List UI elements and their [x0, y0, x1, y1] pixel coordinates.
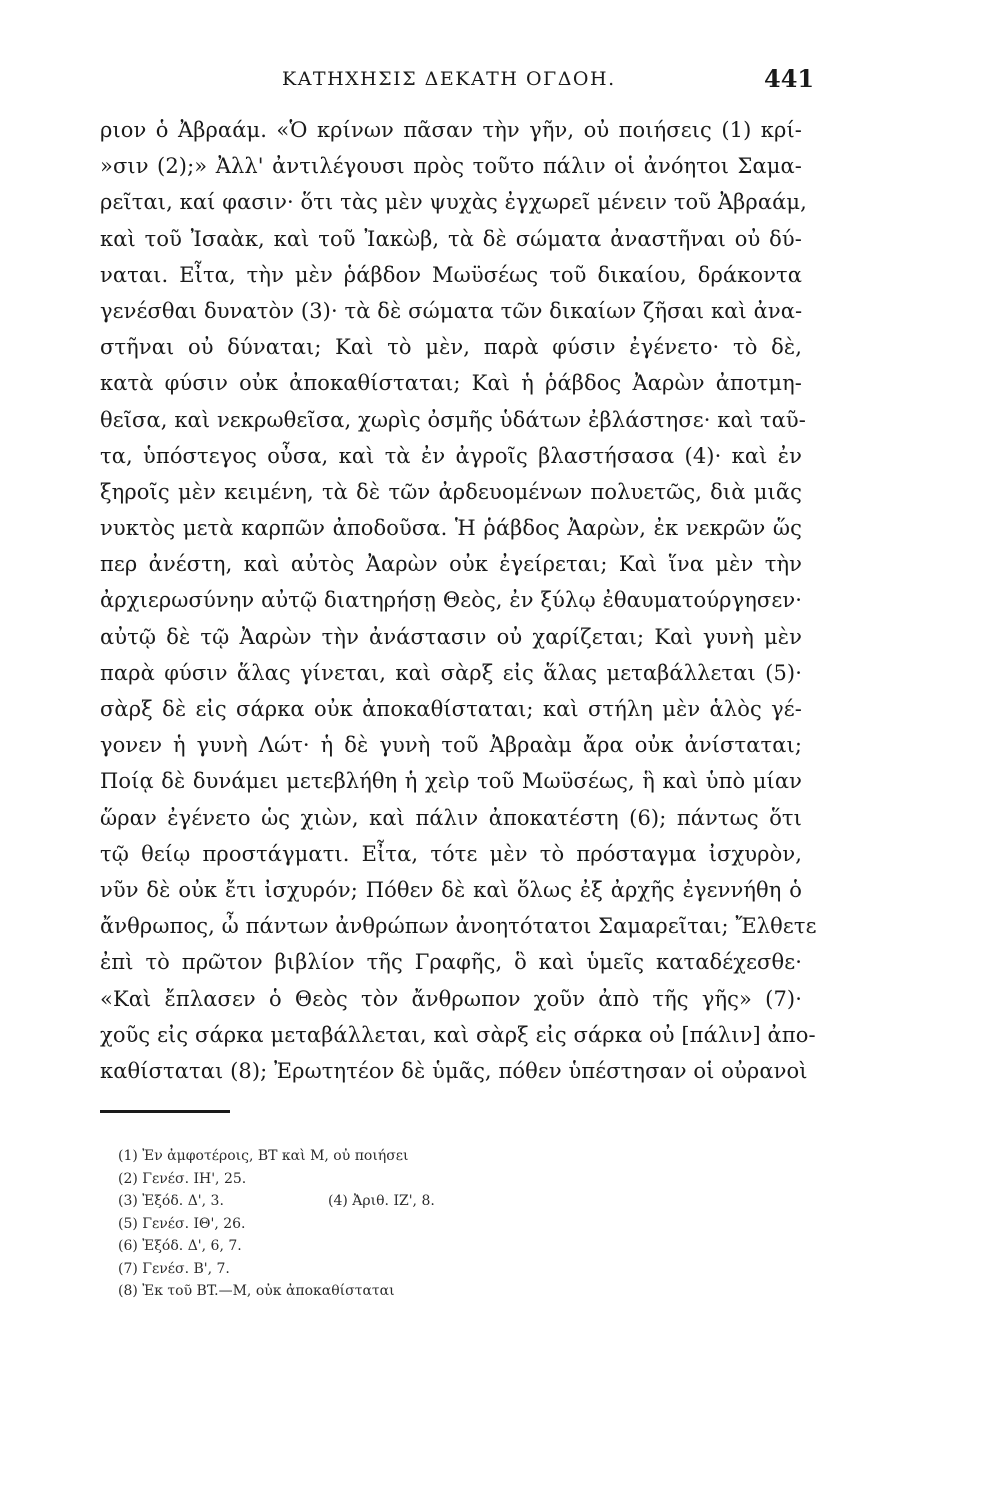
footnote-8: (8) Ἐκ τοῦ BT.—M, οὐκ ἀποκαθίσταται	[118, 1283, 395, 1299]
text-line: σὰρξ δὲ εἰς σάρκα οὐκ ἀποκαθίσταται; καὶ στήλη μὲν ἁλὸς γέ-	[100, 697, 802, 721]
text-line: ὥραν ἐγένετο ὡς χιὼν, καὶ πάλιν ἀποκατέστη (6); πάντως ὅτι	[100, 805, 802, 830]
text-line: ρεῖται, καί φασιν· ὅτι τὰς μὲν ψυχὰς ἐγχωρεῖ μένειν τοῦ Ἀβραάμ,	[100, 190, 807, 215]
footnotes	[118, 1145, 618, 1303]
text-line: τῷ θείῳ προστάγματι. Εἶτα, τότε μὲν τὸ πρόσταγμα ἰσχυρὸν,	[100, 841, 802, 866]
text-line: αὐτῷ δὲ τῷ Ἀαρὼν τὴν ἀνάστασιν οὐ χαρίζεται; Καὶ γυνὴ μὲν	[100, 624, 802, 649]
footnote-1: (1) Ἐν ἀμφοτέροις, BT καὶ M, οὐ ποιήσει	[118, 1148, 409, 1164]
text-line: ἐπὶ τὸ πρῶτον βιβλίον τῆς Γραφῆς, ὃ καὶ ὑμεῖς καταδέχεσθε·	[100, 950, 802, 975]
footnote-rule	[100, 1110, 230, 1113]
text-line: ἄνθρωπος, ὦ πάντων ἀνθρώπων ἀνοητότατοι Σαμαρεῖται; Ἔλθετε	[100, 914, 817, 939]
text-line: νῦν δὲ οὐκ ἔτι ἰσχυρόν; Πόθεν δὲ καὶ ὅλως ἐξ ἀρχῆς ἐγεννήθη ὁ	[100, 877, 802, 902]
text-line: στῆναι οὐ δύναται; Καὶ τὸ μὲν, παρὰ φύσιν ἐγένετο· τὸ δὲ,	[100, 335, 802, 360]
footnote-row-3-4	[118, 1190, 618, 1213]
text-line: ναται. Εἶτα, τὴν μὲν ῥάβδον Μωϋσέως τοῦ δικαίου, δράκοντα	[100, 262, 802, 287]
footnote-7: (7) Γενέσ. Β', 7.	[118, 1260, 230, 1277]
page-title: ΚΑΤΗΧΗΣΙΣ ΔΕΚΑΤΗ ΟΓΔΟΗ.	[282, 68, 616, 90]
text-line: νυκτὸς μετὰ καρπῶν ἀποδοῦσα. Ἡ ῥάβδος Ἀαρὼν, ἐκ νεκρῶν ὥς	[100, 516, 802, 541]
text-line: γονεν ἡ γυνὴ Λώτ· ἡ δὲ γυνὴ τοῦ Ἀβραὰμ ἄρα οὐκ ἀνίσταται;	[100, 733, 802, 758]
text-line: «Καὶ ἔπλασεν ὁ Θεὸς τὸν ἄνθρωπον χοῦν ἀπὸ τῆς γῆς» (7)·	[100, 986, 802, 1011]
body-text	[100, 112, 817, 1089]
text-line: ἀρχιερωσύνην αὐτῷ διατηρήσῃ Θεὸς, ἐν ξύλῳ ἐθαυματούργησεν·	[100, 588, 802, 613]
footnote-3: (3) Ἐξόδ. Δ', 3.	[118, 1193, 224, 1209]
text-line: καθίσταται (8); Ἐρωτητέον δὲ ὑμᾶς, πόθεν ὑπέστησαν οἱ οὐρανοὶ	[100, 1058, 808, 1083]
text-line: περ ἀνέστη, καὶ αὐτὸς Ἀαρὼν οὐκ ἐγείρεται; Καὶ ἵνα μὲν τὴν	[100, 552, 802, 577]
text-line: θεῖσα, καὶ νεκρωθεῖσα, χωρὶς ὀσμῆς ὑδάτων ἐβλάστησε· καὶ ταῦ-	[100, 407, 806, 432]
footnote-2: (2) Γενέσ. ΙΗ', 25.	[118, 1170, 247, 1187]
footnote-4: (4) Ἀριθ. ΙΖ', 8.	[328, 1193, 435, 1209]
text-line: τα, ὑπόστεγος οὖσα, καὶ τὰ ἐν ἀγροῖς βλαστήσασα (4)· καὶ ἐν	[100, 443, 802, 468]
footnote-5: (5) Γενέσ. ΙΘ', 26.	[118, 1215, 246, 1232]
footnote-6: (6) Ἐξόδ. Δ', 6, 7.	[118, 1238, 242, 1254]
text-line: ριον ὁ Ἀβραάμ. «Ὁ κρίνων πᾶσαν τὴν γῆν, οὐ ποιήσεις (1) κρί-	[100, 118, 802, 142]
running-head	[0, 60, 1002, 100]
text-line: καὶ τοῦ Ἰσαὰκ, καὶ τοῦ Ἰακὼβ, τὰ δὲ σώματα ἀναστῆναι οὐ δύ-	[100, 226, 802, 251]
text-line: γενέσθαι δυνατὸν (3)· τὰ δὲ σώματα τῶν δικαίων ζῆσαι καὶ ἀνα-	[100, 298, 803, 323]
page-number: 441	[764, 64, 815, 93]
text-line: κατὰ φύσιν οὐκ ἀποκαθίσταται; Καὶ ἡ ῥάβδος Ἀαρὼν ἀποτμη-	[100, 371, 802, 396]
text-line: χοῦς εἰς σάρκα μεταβάλλεται, καὶ σὰρξ εἰς σάρκα οὐ [πάλιν] ἀπο-	[100, 1022, 816, 1047]
text-line: Ποίᾳ δὲ δυνάμει μετεβλήθη ἡ χεὶρ τοῦ Μωϋσέως, ἣ καὶ ὑπὸ μίαν	[100, 769, 802, 794]
text-line: »σιν (2);» Ἀλλ' ἀντιλέγουσι πρὸς τοῦτο πάλιν οἱ ἀνόητοι Σαμα-	[100, 154, 802, 179]
text-line: παρὰ φύσιν ἅλας γίνεται, καὶ σὰρξ εἰς ἅλας μεταβάλλεται (5)·	[100, 660, 802, 685]
text-line: ξηροῖς μὲν κειμένη, τὰ δὲ τῶν ἀρδευομένων πολυετῶς, διὰ μιᾶς	[100, 479, 802, 504]
